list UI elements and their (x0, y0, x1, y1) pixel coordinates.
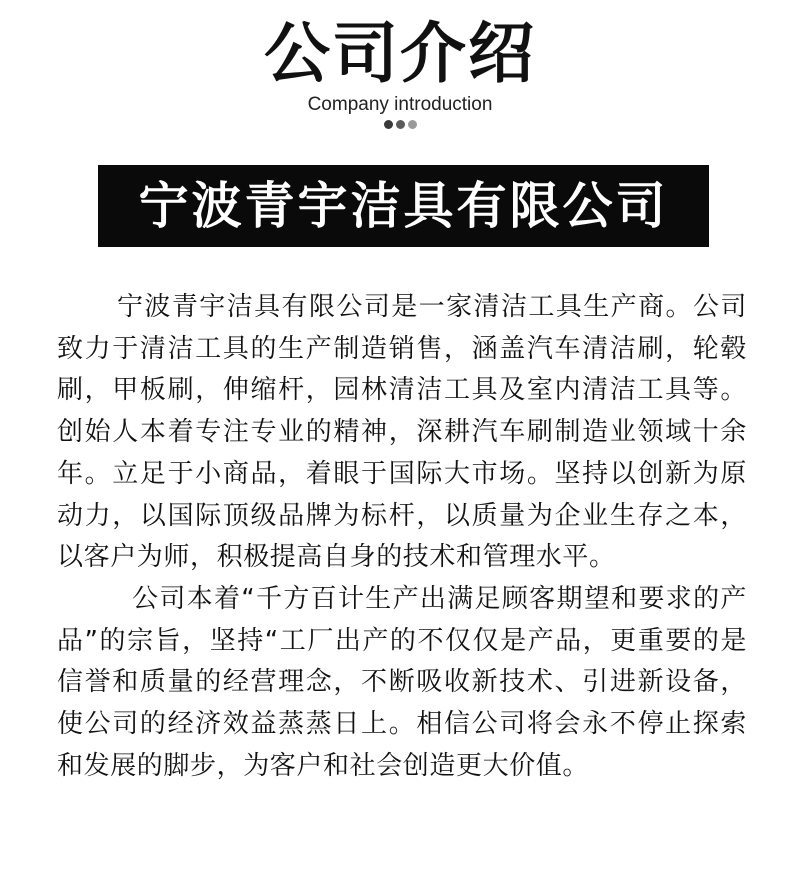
page-subtitle: Company introduction (307, 94, 493, 115)
company-name: 宁波青宇洁具有限公司 (138, 177, 669, 235)
decorative-dots (0, 120, 800, 129)
page-title: 公司介绍 (264, 15, 536, 92)
description-paragraph-1: 宁波青宇洁具有限公司是一家清洁工具生产商。公司致力于清洁工具的生产制造销售，涵盖汽车清洁刷，轮毂刷，甲板刷，伸缩杆，园林清洁工具及室内清洁工具等。创始人本着专注专业的精神，深耕汽车刷制造业领域十余年。立足于小商品，着眼于国际大市场。坚持以创新为原动力，以国际顶级品牌为标杆，以质量为企业生存之本，以客户为师，积极提高自身的技术和管理水平。 (57, 292, 747, 573)
description-paragraph-2: 公司本着“千方百计生产出满足顾客期望和要求的产品”的宗旨，坚持“工厂出产的不仅仅是产品，更重要的是信誉和质量的经营理念，不断吸收新技术、引进新设备，使公司的经济效益蒸蒸日上。相信公司将会永不停止探索和发展的脚步，为客户和社会创造更大价值。 (57, 583, 747, 781)
company-description (57, 287, 747, 787)
company-name-banner (98, 165, 709, 247)
dot-icon (408, 120, 417, 129)
dot-icon (384, 120, 393, 129)
section-header (0, 14, 800, 129)
dot-icon (396, 120, 405, 129)
